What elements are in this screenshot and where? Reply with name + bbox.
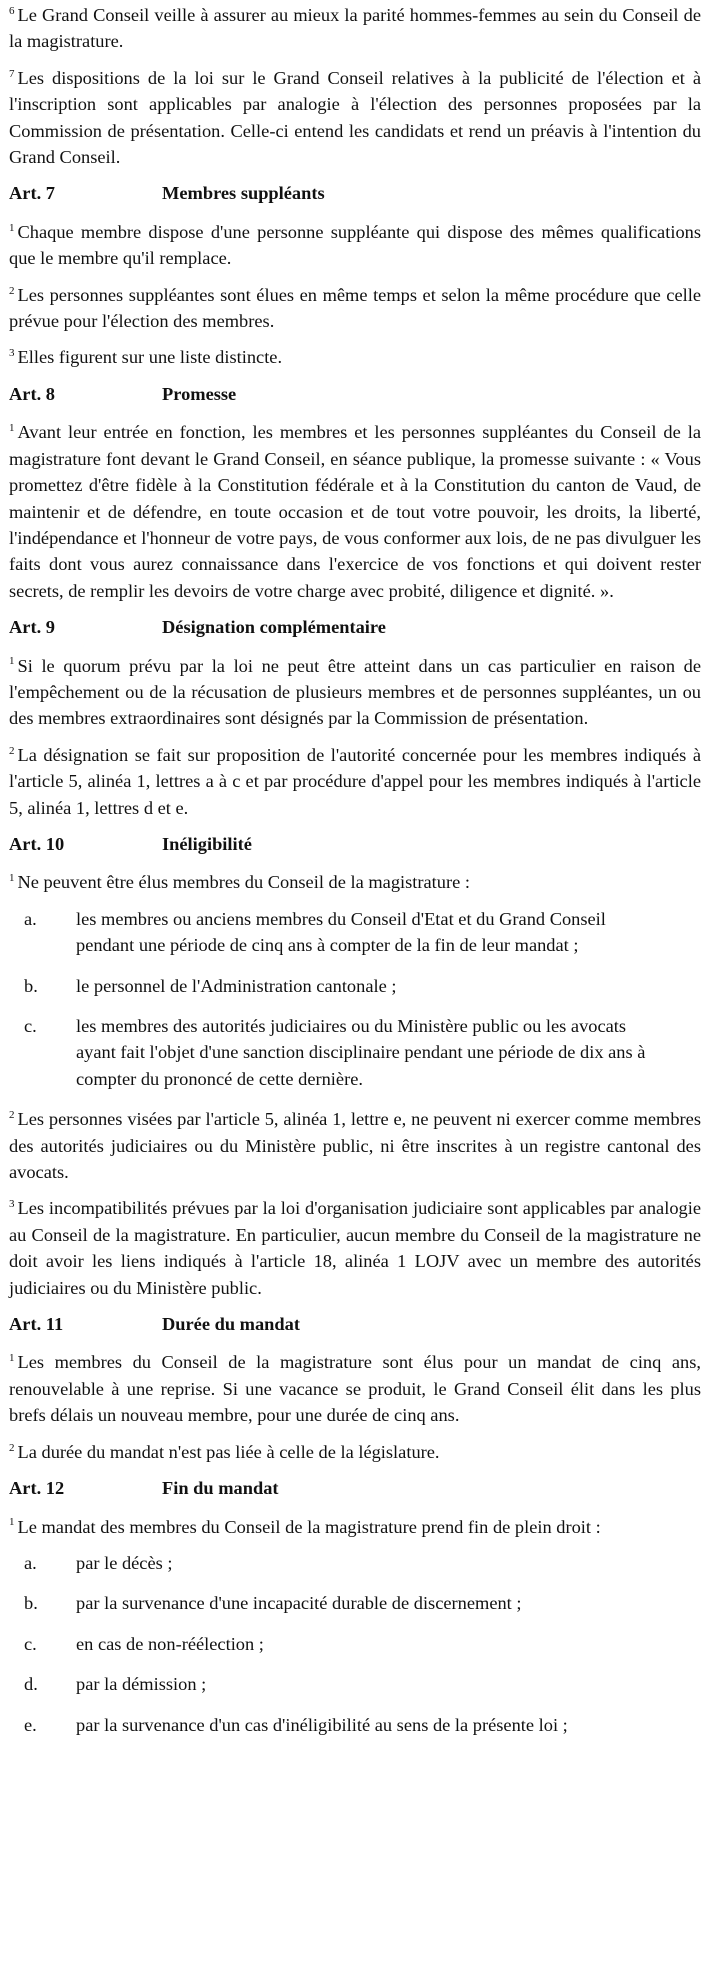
paragraph-text: Les personnes visées par l'article 5, alinéa 1, lettre e, ne peuvent ni exercer comme membres des autorités judiciaires ou du Ministère public, ni être inscrites à un registre cantonal des avocats.: [9, 1109, 701, 1183]
alinea-number: 1: [9, 422, 15, 435]
list-item-text: par la démission ;: [76, 1674, 207, 1695]
paragraph-text: Les personnes suppléantes sont élues en même temps et selon la même procédure que celle prévue pour l'élection des membres.: [9, 284, 701, 332]
paragraph-text: Avant leur entrée en fonction, les membres et les personnes suppléantes du Conseil de la magistrature font devant le Grand Conseil, en séance publique, la promesse suivante : « Vous promettez d'être fidèle à la Constitution fédérale et à la Constitution du canton de Vaud, de maintenir et de défendre, en toute occasion et de tout votre pouvoir, les droits, la liberté, l'indépendance et l'honneur de votre pays, de vous conformer aux lois, de ne pas divulguer les faits dont vous aurez connaissance dans l'exercice de vos fonctions et qui doivent rester secrets, de remplir les devoirs de votre charge avec probité, diligence et dignité. ».: [9, 422, 701, 601]
paragraph-text: Le Grand Conseil veille à assurer au mieux la parité hommes-femmes au sein du Conseil de la magistrature.: [9, 5, 701, 52]
article-heading-10: [9, 831, 701, 857]
paragraph-text: La durée du mandat n'est pas liée à celle de la législature.: [17, 1441, 440, 1462]
paragraph-al7: [9, 65, 701, 171]
art9-alinea-2: [9, 742, 701, 821]
paragraph-text: Ne peuvent être élus membres du Conseil de la magistrature :: [17, 872, 470, 893]
list-item-text: en cas de non-réélection ;: [76, 1633, 264, 1654]
article-number: Art. 9: [9, 617, 55, 638]
art11-alinea-2: [9, 1439, 701, 1465]
art8-alinea-1: [9, 419, 701, 604]
alinea-number: 1: [9, 1352, 15, 1365]
article-number: Art. 10: [9, 833, 65, 854]
list-item: [9, 973, 701, 999]
alinea-number: 3: [9, 1198, 15, 1211]
list-item-letter: a.: [24, 1552, 37, 1573]
list-item-text: par la survenance d'un cas d'inéligibilité au sens de la présente loi ;: [76, 1714, 568, 1735]
article-heading-12: [9, 1475, 701, 1501]
list-item-letter: c.: [24, 1633, 37, 1654]
list-item: [9, 1013, 701, 1092]
article-title: Promesse: [162, 383, 237, 404]
list-item-text: par la survenance d'une incapacité durable de discernement ;: [76, 1593, 522, 1614]
art12-alinea-1: [9, 1514, 701, 1540]
alinea-number: 3: [9, 347, 15, 360]
article-number: Art. 7: [9, 183, 55, 204]
paragraph-text: Les incompatibilités prévues par la loi d'organisation judiciaire sont applicables par analogie au Conseil de la magistrature. En particulier, aucun membre du Conseil de la magistrature ne doit avoir les liens indiqués à l'article 18, alinéa 1 LOJV avec un membre des autorités judiciaires ou du Ministère public.: [9, 1198, 701, 1298]
paragraph-text: Si le quorum prévu par la loi ne peut être atteint dans un cas particulier en raison de l'empêchement ou de la récusation de plusieurs membres et de personnes suppléantes, un ou des membres extraordinaires sont désignés par la Commission de présentation.: [9, 655, 701, 729]
alinea-number: 1: [9, 1516, 15, 1529]
article-heading-9: [9, 614, 701, 640]
art7-alinea-2: [9, 282, 701, 335]
list-item-text: le personnel de l'Administration cantonale ;: [76, 975, 397, 996]
alinea-number: 1: [9, 221, 15, 234]
list-item-letter: b.: [24, 975, 38, 996]
paragraph-text: Chaque membre dispose d'une personne suppléante qui dispose des mêmes qualifications que le membre qu'il remplace.: [9, 221, 701, 269]
paragraph-text: Les dispositions de la loi sur le Grand Conseil relatives à la publicité de l'élection et à l'inscription sont applicables par analogie à l'élection des personnes proposées par la Commission de présentation. Celle-ci entend les candidats et rend un préavis à l'intention du Grand Conseil.: [9, 67, 701, 168]
art7-alinea-1: [9, 219, 701, 272]
alinea-number: 6: [9, 4, 15, 17]
paragraph-text: Le mandat des membres du Conseil de la magistrature prend fin de plein droit :: [17, 1516, 601, 1537]
article-title: Membres suppléants: [162, 183, 325, 204]
alinea-number: 2: [9, 744, 15, 757]
list-item: [9, 1590, 701, 1616]
alinea-number: 7: [9, 67, 15, 80]
art10-alinea-3: [9, 1195, 701, 1301]
article-title: Inéligibilité: [162, 833, 252, 854]
list-item-text: les membres des autorités judiciaires ou du Ministère public ou les avocats ayant fait l'objet d'une sanction disciplinaire pendant une période de dix ans à compter du prononcé de cette dernière.: [76, 1016, 646, 1089]
article-title: Fin du mandat: [162, 1478, 279, 1499]
article-number: Art. 11: [9, 1314, 64, 1335]
list-item: [9, 1631, 701, 1657]
art10-alinea-2: [9, 1106, 701, 1185]
list-item-text: les membres ou anciens membres du Conseil d'Etat et du Grand Conseil pendant une période de cinq ans à compter de la fin de leur mandat ;: [76, 908, 606, 956]
alinea-number: 1: [9, 872, 15, 885]
alinea-number: 1: [9, 655, 15, 668]
list-item: [9, 1671, 701, 1697]
list-item-letter: d.: [24, 1674, 38, 1695]
article-title: Durée du mandat: [162, 1314, 300, 1335]
list-item: [9, 906, 701, 959]
art10-alinea-1: [9, 869, 701, 895]
art7-alinea-3: [9, 344, 701, 370]
list-item-text: par le décès ;: [76, 1552, 173, 1573]
paragraph-al6: [9, 2, 701, 55]
art11-alinea-1: [9, 1349, 701, 1428]
article-heading-8: [9, 381, 701, 407]
article-number: Art. 8: [9, 383, 55, 404]
art9-alinea-1: [9, 653, 701, 732]
list-item-letter: e.: [24, 1714, 37, 1735]
article-heading-7: [9, 180, 701, 206]
article-number: Art. 12: [9, 1478, 65, 1499]
article-heading-11: [9, 1311, 701, 1337]
alinea-number: 2: [9, 1441, 15, 1454]
paragraph-text: La désignation se fait sur proposition de l'autorité concernée pour les membres indiqués à l'article 5, alinéa 1, lettres a à c et par procédure d'appel pour les membres indiqués à l'article 5, alinéa 1, lettres d et e.: [9, 744, 701, 818]
list-item: [9, 1712, 701, 1738]
list-item: [9, 1550, 701, 1576]
list-item-letter: c.: [24, 1016, 37, 1036]
article-title: Désignation complémentaire: [162, 617, 386, 638]
paragraph-text: Les membres du Conseil de la magistrature sont élus pour un mandat de cinq ans, renouvelable à une reprise. Si une vacance se produit, le Grand Conseil élit dans les plus brefs délais un nouveau membre, pour une durée de cinq ans.: [9, 1352, 701, 1426]
list-item-letter: a.: [24, 908, 37, 929]
alinea-number: 2: [9, 284, 15, 297]
alinea-number: 2: [9, 1109, 15, 1122]
list-item-letter: b.: [24, 1593, 38, 1614]
paragraph-text: Elles figurent sur une liste distincte.: [17, 347, 283, 368]
